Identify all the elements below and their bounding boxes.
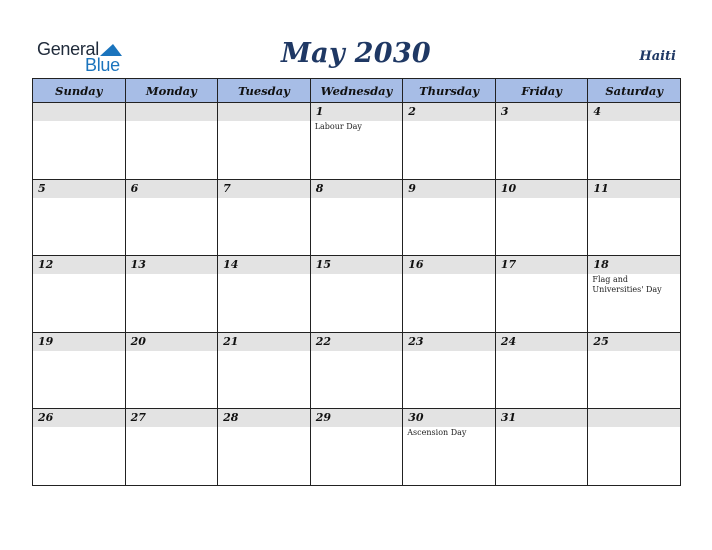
day-number-band xyxy=(33,103,125,121)
day-number-band xyxy=(126,103,218,121)
calendar-day-cell xyxy=(126,103,219,180)
day-number: 22 xyxy=(315,334,332,348)
day-number-band xyxy=(403,180,495,198)
weekday-header-monday: Monday xyxy=(126,79,219,103)
day-number-band xyxy=(33,180,125,198)
day-number: 25 xyxy=(593,334,609,348)
day-number: 20 xyxy=(130,334,146,348)
calendar-day-cell xyxy=(218,103,311,180)
calendar-day-cell xyxy=(126,180,219,257)
day-number: 28 xyxy=(223,411,239,425)
calendar-day-cell xyxy=(588,333,681,410)
calendar-day-cell xyxy=(33,180,126,257)
day-number: 9 xyxy=(408,181,416,195)
weekday-header-wednesday: Wednesday xyxy=(311,79,404,103)
day-number: 26 xyxy=(38,411,54,425)
calendar-day-cell xyxy=(403,409,496,486)
day-number: 23 xyxy=(408,334,424,348)
calendar-day-cell xyxy=(496,409,589,486)
calendar-day-cell xyxy=(33,103,126,180)
weekday-header-thursday: Thursday xyxy=(403,79,496,103)
calendar-day-cell xyxy=(588,409,681,486)
weekday-header-saturday: Saturday xyxy=(588,79,681,103)
calendar-day-cell xyxy=(588,103,681,180)
calendar-day-cell xyxy=(311,103,404,180)
calendar-day-cell xyxy=(311,333,404,410)
day-number: 21 xyxy=(223,334,239,348)
day-number: 12 xyxy=(38,258,54,272)
calendar-day-cell xyxy=(496,103,589,180)
day-number: 19 xyxy=(38,334,54,348)
calendar-day-cell xyxy=(403,103,496,180)
day-number: 29 xyxy=(315,411,332,425)
calendar-title: May 2030 xyxy=(280,38,432,69)
calendar-day-cell xyxy=(126,333,219,410)
day-number: 15 xyxy=(315,258,332,272)
calendar-day-cell xyxy=(126,256,219,333)
day-number: 6 xyxy=(130,181,139,195)
calendar-day-cell xyxy=(403,256,496,333)
calendar-day-cell xyxy=(311,409,404,486)
holiday-label: Labour Day xyxy=(314,122,362,131)
holiday-label: Ascension Day xyxy=(407,428,467,438)
day-number: 4 xyxy=(593,105,602,118)
day-number-band xyxy=(311,180,403,198)
day-number: 14 xyxy=(223,258,239,272)
day-number: 11 xyxy=(593,181,609,195)
logo-text-general: General xyxy=(37,39,99,59)
day-number: 18 xyxy=(593,258,609,272)
day-number: 3 xyxy=(500,105,509,118)
calendar-day-cell xyxy=(496,333,589,410)
logo-text-blue: Blue xyxy=(85,55,120,75)
day-number: 17 xyxy=(500,258,517,272)
calendar-day-cell xyxy=(403,180,496,257)
calendar-day-cell xyxy=(496,180,589,257)
weekday-header-tuesday: Tuesday xyxy=(218,79,311,103)
day-number-band xyxy=(218,180,310,198)
calendar-day-cell xyxy=(588,180,681,257)
day-number: 13 xyxy=(130,258,146,272)
day-number-band xyxy=(403,103,495,121)
day-number-band xyxy=(496,103,588,121)
day-number: 10 xyxy=(500,181,517,195)
day-number: 16 xyxy=(408,258,424,272)
weekday-header-friday: Friday xyxy=(496,79,589,103)
country-label: Haiti xyxy=(639,49,676,64)
calendar-day-cell xyxy=(126,409,219,486)
day-number-band xyxy=(588,103,680,121)
day-number: 24 xyxy=(500,334,517,348)
calendar-day-cell xyxy=(311,180,404,257)
calendar-day-cell xyxy=(218,256,311,333)
holiday-label: Flag and Universities' Day xyxy=(592,275,662,295)
calendar-day-cell xyxy=(403,333,496,410)
calendar-grid xyxy=(32,78,681,486)
day-number-band xyxy=(218,103,310,121)
day-number: 1 xyxy=(315,105,324,118)
weekday-header-sunday: Sunday xyxy=(33,79,126,103)
day-number: 30 xyxy=(408,411,424,425)
calendar-day-cell xyxy=(311,256,404,333)
calendar-day-cell xyxy=(33,256,126,333)
calendar-day-cell xyxy=(218,180,311,257)
calendar-day-cell xyxy=(33,333,126,410)
day-number-band xyxy=(588,409,680,427)
day-number: 5 xyxy=(38,181,46,195)
calendar-day-cell xyxy=(218,409,311,486)
day-number: 2 xyxy=(408,105,416,118)
day-number-band xyxy=(311,103,403,121)
calendar-day-cell xyxy=(588,256,681,333)
day-number: 27 xyxy=(130,411,146,425)
day-number-band xyxy=(126,180,218,198)
calendar-day-cell xyxy=(496,256,589,333)
day-number: 7 xyxy=(223,181,231,195)
calendar-day-cell xyxy=(33,409,126,486)
day-number: 31 xyxy=(500,411,517,425)
day-number: 8 xyxy=(315,181,324,195)
calendar-day-cell xyxy=(218,333,311,410)
